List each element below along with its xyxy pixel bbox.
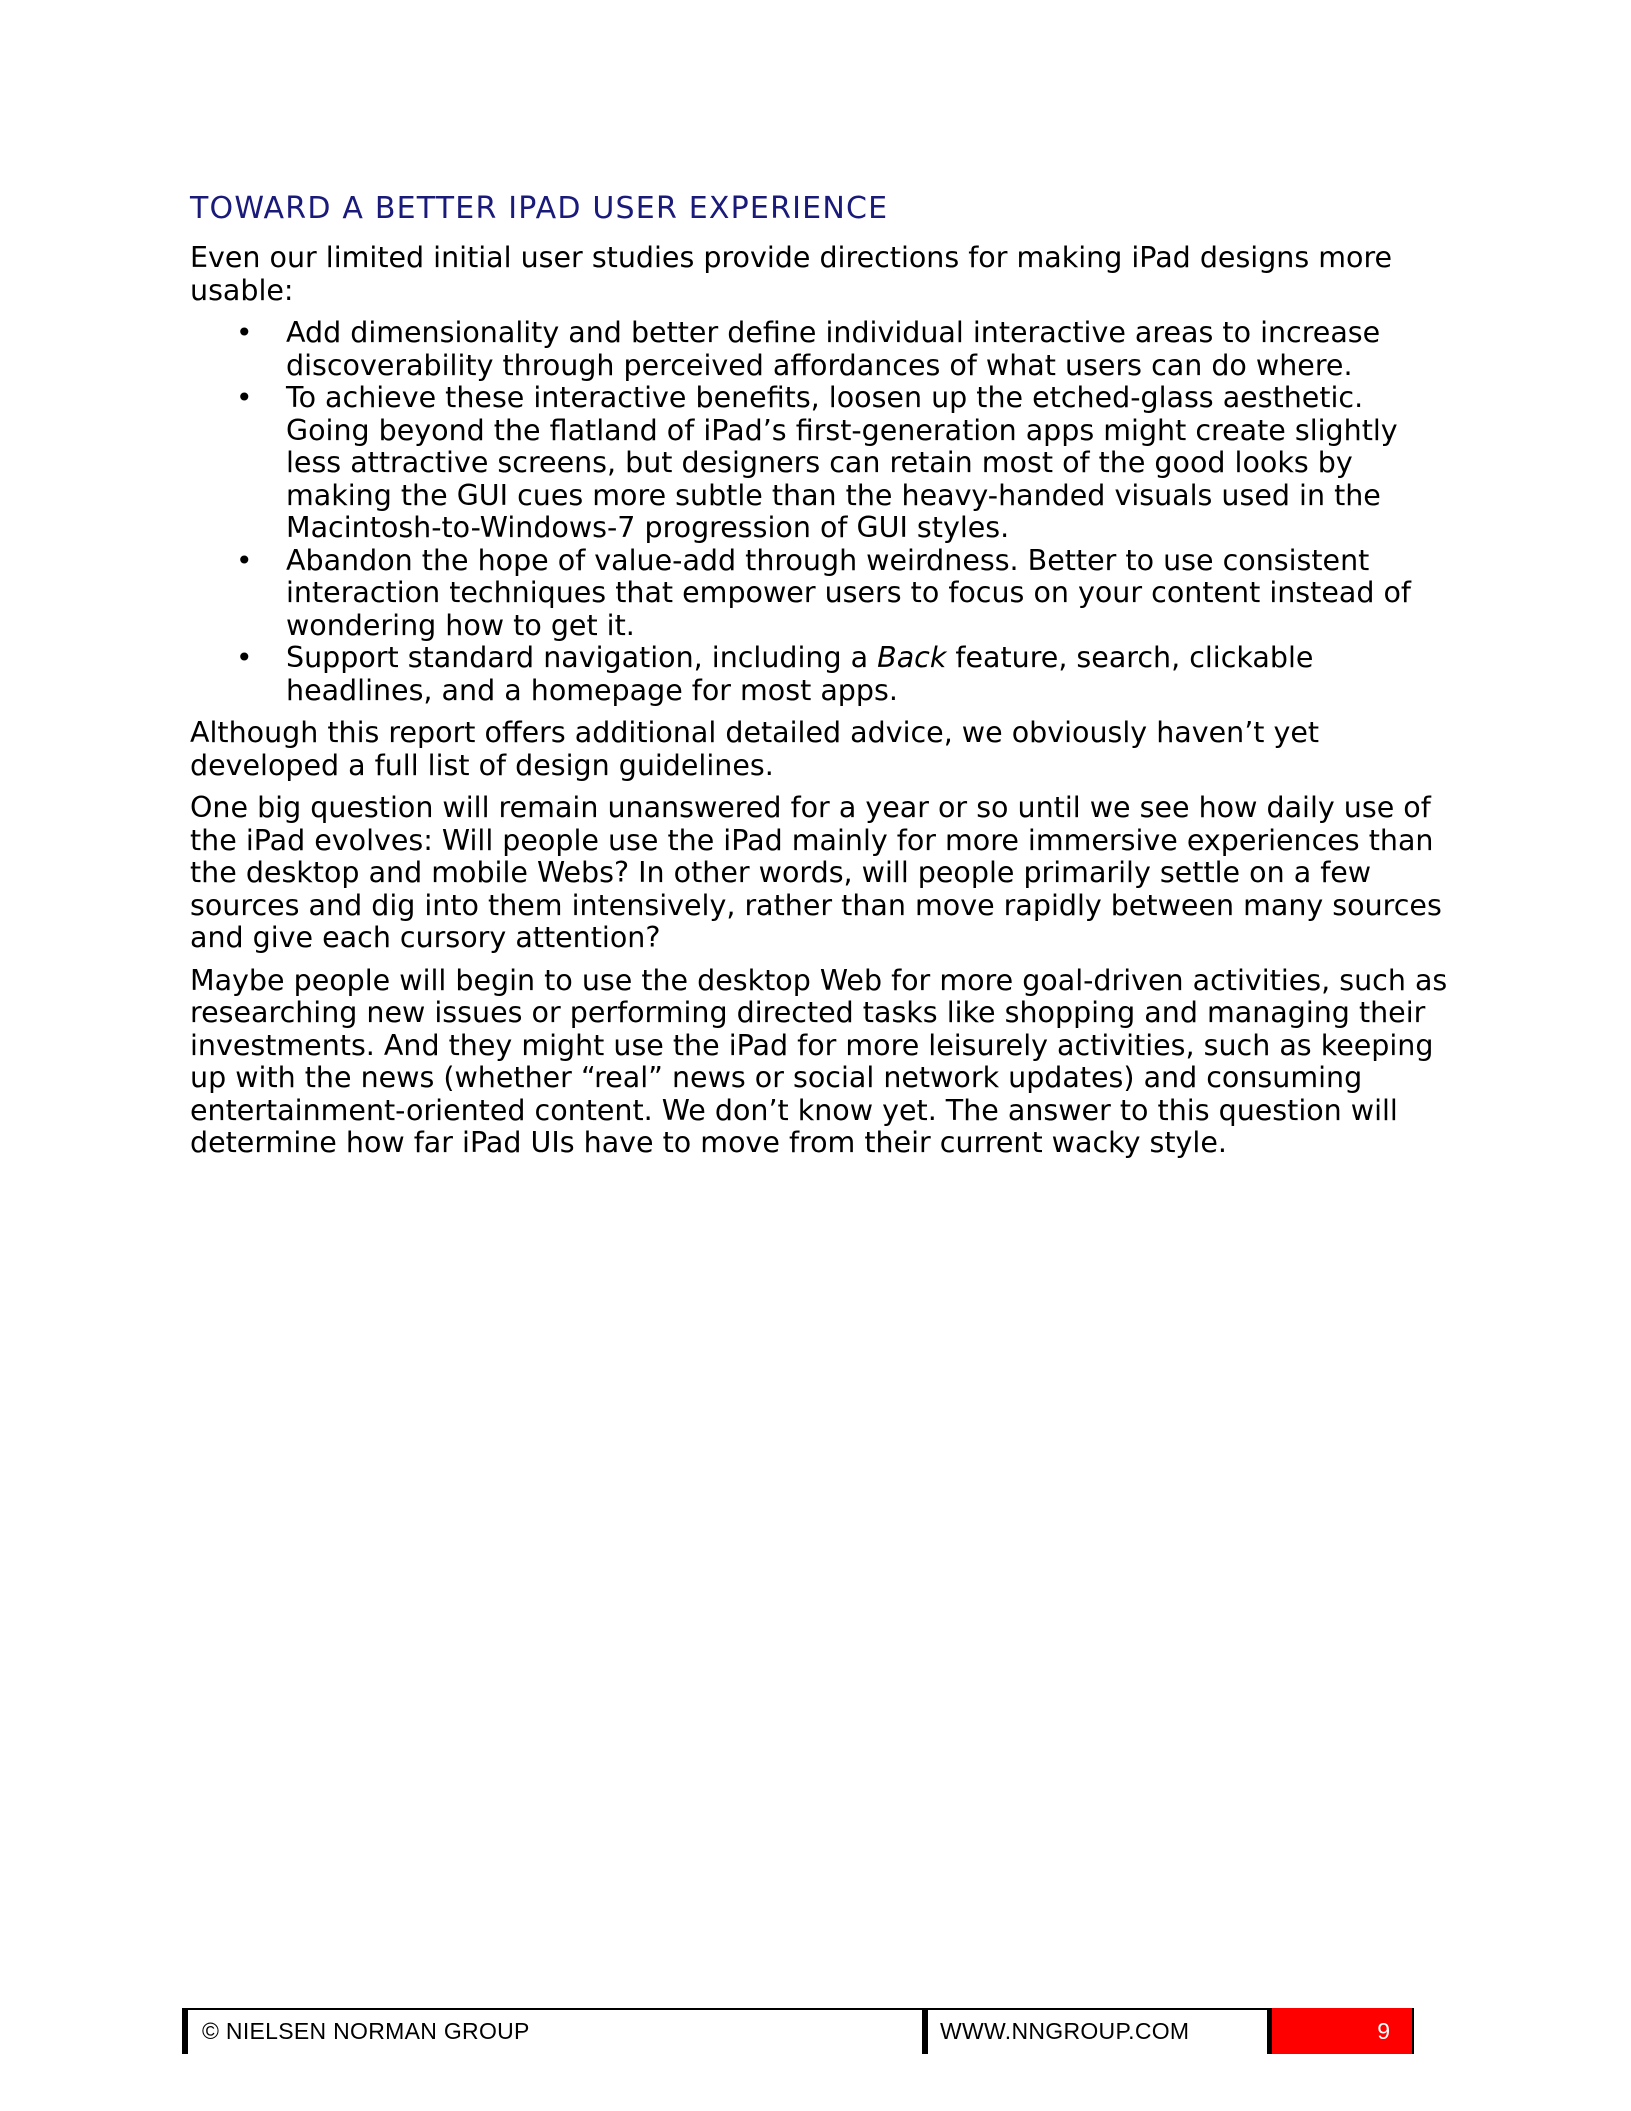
page-content (190, 190, 1450, 1170)
page-footer (182, 2008, 1412, 2054)
bullet-icon: • (236, 543, 253, 577)
bullet-icon: • (236, 641, 253, 674)
footer-website-link[interactable]: WWW.NNGROUP.COM (940, 2018, 1190, 2044)
intro-paragraph: Even our limited initial user studies provide directions for making iPad designs more usable: (190, 241, 1393, 307)
section-heading: TOWARD A BETTER IPAD USER EXPERIENCE (190, 191, 889, 226)
recommendation-list (190, 317, 1450, 707)
footer-divider (922, 2008, 928, 2054)
list-item (190, 382, 1450, 545)
list-item-text: To achieve these interactive benefits, loosen up the etched-glass aesthetic. Going beyond the flatland of iPad’s first-generation apps might create slightly less attractive screens, but designers can retain most of the good looks by making the GUI cues more subtle than the heavy-handed visuals used in the Macintosh-to-Windows-7 progression of GUI styles. (286, 381, 1398, 544)
body-paragraph: One big question will remain unanswered for a year or so until we see how daily use of the iPad evolves: Will people use the iPad mainly for more immersive experiences than the desktop and mobile Webs? In other words, will people primarily settle on a few sources and dig into them intensively, rather than move rapidly between many sources and give each cursory attention? (190, 791, 1442, 954)
page-number-badge (1272, 2008, 1412, 2054)
bullet-icon: • (236, 316, 253, 349)
body-paragraph: Maybe people will begin to use the desktop Web for more goal-driven activities, such as researching new issues or performing directed tasks like shopping and managing their investments. And they might use the iPad for more leisurely activities, such as keeping up with the news (whether “real” news or social network updates) and consuming entertainment-oriented content. We don’t know yet. The answer to this question will determine how far iPad UIs have to move from their current wacky style. (190, 963, 1448, 1159)
list-item-text: Add dimensionality and better define individual interactive areas to increase discoverability through perceived affordances of what users can do where. (286, 316, 1381, 382)
list-item-text-after: feature, search, clickable headlines, and a homepage for most apps. (286, 641, 1314, 707)
bullet-icon: • (236, 381, 253, 414)
footer-divider (182, 2008, 188, 2054)
list-item-text: Abandon the hope of value-add through weirdness. Better to use consistent interaction techniques that empower users to focus on your content instead of wondering how to get it. (286, 543, 1411, 642)
list-item (190, 317, 1450, 382)
page-number: 9 (1377, 2018, 1390, 2044)
list-item (190, 642, 1450, 707)
footer-copyright: © NIELSEN NORMAN GROUP (202, 2018, 530, 2044)
body-paragraph: Although this report offers additional detailed advice, we obviously haven’t yet developed a full list of design guidelines. (190, 716, 1320, 782)
list-item-text-before: Support standard navigation, including a (286, 641, 878, 674)
list-item (190, 545, 1450, 643)
list-item-emphasis: Back (877, 641, 947, 674)
